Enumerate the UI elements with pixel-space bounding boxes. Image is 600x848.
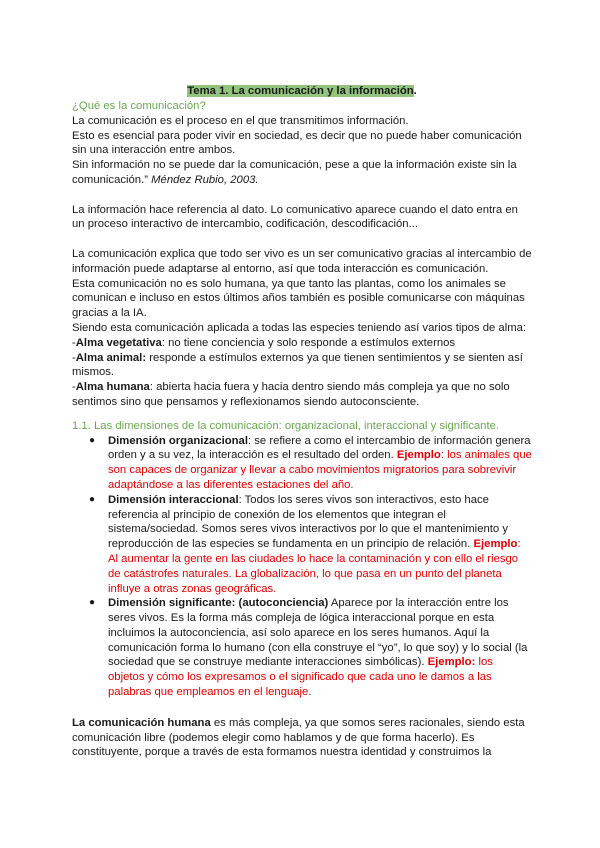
example-text: : Al aumentar la gente en las ciudades lo hace la contaminación y con ello el riesgo de catástrofes naturales. La globalización, lo que pasa en un punto del planeta influye a otras zonas geográficas. [108,538,521,595]
example-text: : los animales que son capaces de organizar y llevar a cabo movimientos migratorios para sobrevivir adaptándose a las diferentes estaciones del año. [108,449,532,491]
section-heading: 1.1. Las dimensiones de la comunicación: organizacional, interaccional y significante. [72,419,500,432]
non-human-paragraph: Esta comunicación no es solo humana, ya que tanto las plantas, como los animales se comunican e incluso en estos últimos años también es posible comunicarse con máquinas gracias a la IA. [72,277,525,320]
list-item: ● Dimensión organizacional: se refiere a como el intercambio de información genera orden y a su vez, la interacción es el resultado del orden. Ejemplo: los animales que son capaces de organizar y llevar a cabo movimientos migratorios para sobrevivir adaptándose a las diferentes estaciones del año. [89,434,532,491]
example-label: Ejemplo: [427,656,476,669]
dimension-term: Dimensión interaccional [108,493,239,506]
quote-text: Sin información no se puede dar la comunicación, pese a que la información existe sin la comunicación.” [72,159,517,186]
definition-line: La comunicación es el proceso en el que transmitimos información. [72,114,409,127]
example-label: Ejemplo [473,538,518,551]
document-page [72,84,532,760]
bullet-icon: ● [89,597,96,609]
soul-human: -Alma humana: abierta hacia fuera y hacia dentro siendo más compleja ya que no solo sentimos sino que pensamos y reflexionamos siendo autoconsciente. [72,381,510,408]
soul-term: Alma humana [75,381,150,394]
human-communication-paragraph: La comunicación humana es más compleja, ya que somos seres racionales, siendo esta comunicación libre (podemos elegir como hablamos y de que forma hacerlo). Es constituyente, porque a través de esta formamos nuestra identidad y construimos la [72,716,525,759]
society-line: Esto es esencial para poder vivir en sociedad, es decir que no puede haber comunicación sin una interacción entre ambos. [72,129,522,157]
communication-paragraph: La comunicación explica que todo ser vivo es un ser comunicativo gracias al intercambio de información puede adaptarse al entorno, así que toda interacción es comunicación. [72,247,532,275]
information-paragraph: La información hace referencia al dato. Lo comunicativo aparece cuando el dato entra en un proceso interactivo de intercambio, codificación, descodificación... [72,203,518,231]
question-heading: ¿Qué es la comunicación? [72,100,206,112]
dimension-term: Dimensión significante: (autoconciencia) [108,597,329,610]
soul-vegetative: -Alma vegetativa: no tiene conciencia y solo responde a estímulos externos [72,336,456,349]
soul-animal: -Alma animal: responde a estímulos externos ya que tienen sentimientos y se sienten así mismos. [72,351,523,379]
dimension-term: Dimensión organizacional [108,434,248,447]
list-item: ● Dimensión significante: (autoconciencia) Aparece por la interacción entre los seres vivos. Es la forma más compleja de lógica interaccional porque en esta incluimos la autoconciencia, así solo aparece en los seres humanos. Aquí la comunicación forma lo humano (con ella construye el “yo”, lo que soy) y lo social (la sociedad que se construye mediante interacciones simbólicas). Ejemplo: los objetos y cómo los expresamos o el significado que cada uno le damos a las palabras que empleamos en el lenguaje. [89,597,528,699]
title-highlight: Tema 1. La comunicación y la información [187,85,414,97]
soul-term: Alma animal: [75,351,147,364]
bottom-term: La comunicación humana [72,716,211,729]
list-item: ● Dimensión interaccional: Todos los seres vivos son interactivos, esto hace referencia al principio de conexión de los elementos que integran el sistema/sociedad. Somos seres vivos interactivos por lo que el mantenimiento y reproducción de las especies se fundamenta en un principio de relación. Ejemplo: Al aumentar la gente en las ciudades lo hace la contaminación y con ello el riesgo de catástrofes naturales. La globalización, lo que pasa en un punto del planeta influye a otras zonas geográficas. [89,493,521,595]
bullet-icon: ● [89,493,96,505]
title-period: . [413,85,417,97]
example-text: los objetos y cómo los expresamos o el significado que cada uno le damos a las palabras que empleamos en el lenguaje. [108,656,493,699]
example-label: Ejemplo [396,449,441,462]
soul-term: Alma vegetativa [75,336,162,349]
soul-types-intro: Siendo esta comunicación aplicada a todas las especies teniendo así varios tipos de alma: [72,321,527,334]
page-title [72,84,532,99]
citation: Méndez Rubio, 2003. [151,173,259,186]
bullet-icon: ● [89,434,96,446]
quote-paragraph [72,158,532,188]
dimensions-list [72,434,532,700]
